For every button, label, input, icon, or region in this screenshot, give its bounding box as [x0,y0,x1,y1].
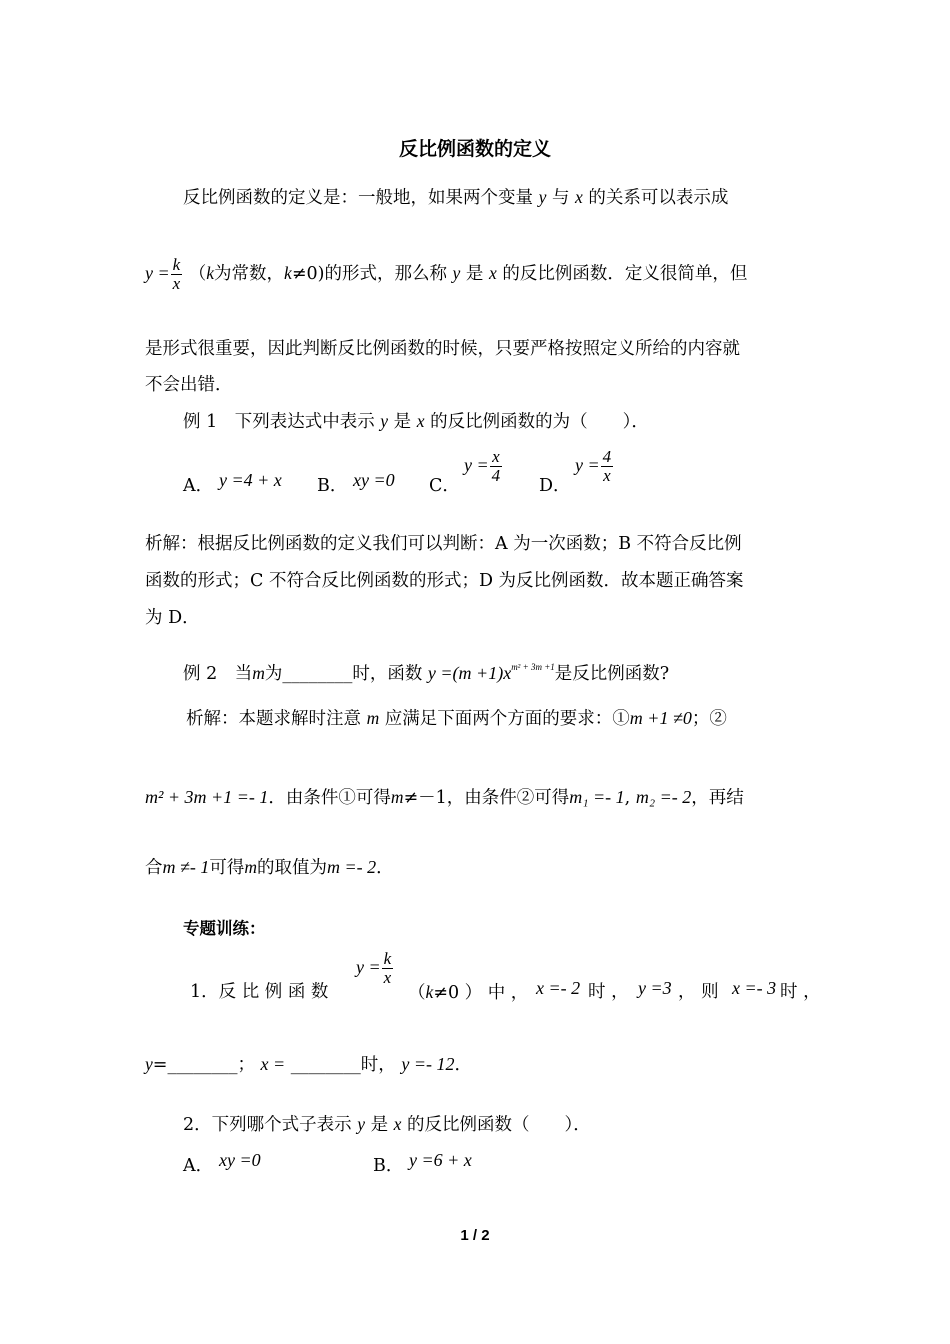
var-x: x [416,411,425,431]
fraction-numerator: k [172,255,181,274]
option-b-label: B． [317,476,348,496]
var-y: y [380,411,389,431]
text: 合 [145,858,163,878]
text: ， 则 [678,982,719,1002]
text: 是 [370,1115,389,1135]
option-c-label: C． [429,476,460,496]
option-b-label: B． [373,1156,404,1176]
formula-x-equals-neg3: x =- 3 [732,978,777,998]
fraction-numerator: k [383,949,392,968]
text: ． [376,858,394,878]
var-m: m [366,708,380,728]
var-y: y [357,1114,365,1134]
text: ． [454,1055,472,1075]
text: 为常数， [214,264,285,284]
fraction-k-over-x [382,950,394,987]
var-m: m [252,663,265,683]
fraction-denominator: x [172,274,181,293]
formula-y-equals: y = [464,455,489,475]
example1-analysis-1: 析解：根据反比例函数的定义我们可以判断：A 为一次函数；B 不符合反比例 [145,534,742,554]
text: 的取值为 [257,858,328,878]
text: 为________时，函数 [264,664,423,684]
text: ．由条件①可得 [268,788,391,808]
option-a-label: A． [183,1156,214,1176]
formula-x-equals-neg2: x =- 2 [536,978,581,998]
formula-y-equals: y = [145,263,170,283]
formula-function: y =(m +1)x [427,663,512,683]
text: 2．下列哪个式子表示 [183,1115,352,1135]
option-c-formula [464,448,503,485]
example1-question [183,409,649,434]
var-k: k [206,263,215,283]
text: ，再结 [691,788,744,808]
example2-analysis-1 [186,706,727,731]
text: 例 2 当 [183,664,253,684]
var-k: k [425,982,434,1002]
formula-exponent: m² + 3m +1 [511,662,555,672]
training-q1-line-1 [190,950,820,1006]
text: ；② [691,709,727,729]
option-a-formula: y =4 + x [219,470,282,490]
text: 是 [465,264,484,284]
section-heading: 专题训练： [183,919,266,938]
fraction-4-over-x [601,448,614,485]
fraction-k-over-x [171,256,183,293]
text: 的反比例函数的为（ ）． [430,412,649,432]
formula-root-1: m₁ =- 1 [569,787,625,807]
text: , [624,788,631,808]
q1-condition [408,980,528,1005]
var-m: m [390,787,404,807]
option-b-formula: y =6 + x [409,1150,472,1170]
text: （ [188,264,207,284]
text: 应满足下面两个方面的要求：① [384,709,630,729]
text: ≠0)的形式，那么称 [291,264,447,284]
var-y: y [145,1054,153,1074]
formula-root-2: m₂ =- 2 [635,787,692,807]
var-k: k [284,263,292,283]
formula-y-equals-neg12: y =- 12 [401,1054,455,1074]
text: （ [408,983,426,1003]
formula-y-equals: y = [575,455,600,475]
intro-line-1 [183,185,728,210]
fraction-denominator: 4 [491,466,501,485]
answer-blank-1: =________； [152,1055,255,1075]
text: ≠－1，由条件②可得 [403,788,570,808]
text: ≠0 ） 中 ， [433,983,529,1003]
intro-line-2 [145,253,747,294]
text: 时 ， [588,982,629,1002]
formula-condition: m ≠- 1 [162,857,210,877]
text: 与 [551,188,570,208]
text: 时 ， [780,982,821,1002]
example2-analysis-2 [145,785,744,810]
var-x: x [575,187,583,207]
text: 例 1 下列表达式中表示 [183,412,375,432]
example1-options [183,447,703,496]
formula-y-equals: y = [356,957,381,977]
option-a-label: A． [183,476,214,496]
text: 是反比例函数? [554,664,670,684]
formula-y-k-over-x [356,950,394,987]
var-x: x [393,1114,402,1134]
option-a-formula: xy =0 [219,1150,261,1170]
var-y: y [538,187,547,207]
formula-condition-1: m +1 ≠0 [629,708,692,728]
text: 是 [393,412,412,432]
training-q1-line-2 [145,1052,472,1077]
text: 可得 [209,858,245,878]
fraction-numerator: x [490,448,503,467]
formula-answer: m =- 2 [327,857,377,877]
text: 的反比例函数．定义很简单，但 [502,264,748,284]
intro-line-3: 是形式很重要，因此判断反比例函数的时候，只要严格按照定义所给的内容就 [145,339,740,359]
formula-y-equals-3: y =3 [638,978,672,998]
var-m: m [244,857,258,877]
example2-question [183,655,669,686]
text: 反比例函数的定义是：一般地，如果两个变量 [183,188,533,208]
fraction-denominator: x [603,466,611,485]
text: 1．反 比 例 函 数 [190,982,329,1002]
var-y: y [452,263,461,283]
example2-analysis-3 [145,855,394,880]
training-q2-question [183,1112,591,1137]
formula-condition-2: m² + 3m +1 =- 1 [145,787,269,807]
var-x: x [488,263,497,283]
fraction-numerator: 4 [602,447,612,466]
option-d-label: D． [539,476,571,496]
page-title: 反比例函数的定义 [398,138,551,160]
option-b-formula: xy =0 [353,470,395,490]
formula-x-equals: x = [260,1054,286,1074]
intro-line-4: 不会出错． [145,375,233,395]
option-d-formula [575,448,614,485]
text: 析解：本题求解时注意 [186,709,361,729]
example1-analysis-3: 为 D． [145,608,200,628]
training-heading [183,917,266,941]
example1-analysis-2: 函数的形式；C 不符合反比例函数的形式；D 为反比例函数．故本题正确答案 [145,571,744,591]
fraction-denominator: x [383,968,392,987]
page-number: 1 / 2 [460,1227,490,1244]
fraction-x-over-4 [490,448,503,485]
text: 的反比例函数（ ）． [407,1115,591,1135]
training-q2-options [183,1148,583,1178]
answer-blank-2: ________时， [290,1055,396,1075]
text: 的关系可以表示成 [588,188,729,208]
